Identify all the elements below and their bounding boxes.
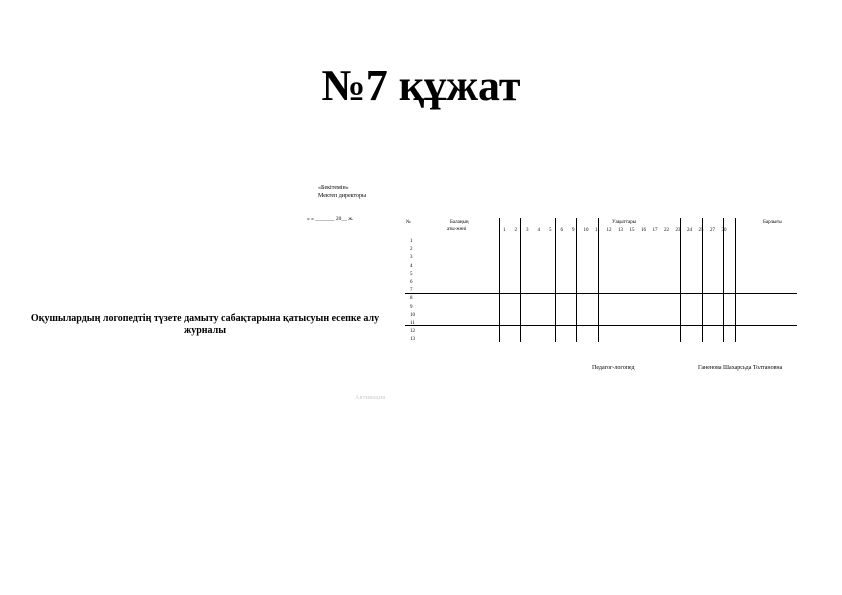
column-line [520, 218, 521, 342]
day-number: 5 [549, 228, 552, 233]
day-number: 27 [710, 228, 715, 233]
column-line [680, 218, 681, 342]
row-number: 1 [410, 239, 413, 244]
row-number: 13 [410, 337, 415, 343]
day-number: 25 [698, 228, 704, 233]
day-number: 23 [675, 228, 681, 233]
day-number: 16 [641, 228, 646, 233]
day-number: 30 [721, 228, 727, 233]
day-number: 9 [572, 228, 575, 233]
col-header-name: Балаңың [450, 220, 469, 225]
day-number: 15 [629, 228, 635, 233]
column-line [598, 218, 599, 342]
day-number: 1 [503, 228, 506, 233]
day-number: 3 [526, 228, 529, 233]
col-header-total: Барлығы [763, 220, 782, 225]
day-number: 17 [652, 228, 658, 233]
row-number: 10 [410, 312, 415, 318]
column-line [735, 218, 736, 342]
approval-date-line: « » _______ 20__ ж. [307, 216, 354, 222]
column-line [499, 218, 500, 342]
column-line [702, 218, 703, 342]
row-number: 9 [410, 304, 413, 310]
column-line [723, 218, 724, 342]
page-title: №7 құжат [321, 61, 521, 110]
day-number: 2 [514, 228, 517, 233]
approval-line-2: Мектеп директоры [318, 193, 367, 199]
row-number: 6 [410, 280, 413, 285]
row-line [405, 325, 797, 326]
day-number: 24 [687, 228, 692, 233]
col-header-dates: Уақыттары [612, 220, 637, 225]
column-line [555, 218, 556, 342]
day-number: 13 [618, 228, 623, 233]
column-line [576, 218, 577, 342]
row-number: 8 [410, 296, 413, 302]
day-number: 4 [537, 228, 540, 233]
day-number: 10 [583, 228, 589, 233]
teacher-label: Педагог-логопед [592, 365, 635, 371]
row-number: 2 [410, 247, 413, 253]
day-number: 22 [664, 228, 669, 233]
row-number: 11 [410, 321, 415, 326]
teacher-name: Ганенова Шахарсьда Толтановна [698, 365, 783, 371]
row-number: 5 [410, 271, 413, 277]
row-number: 7 [410, 288, 413, 294]
day-number: 12 [606, 228, 612, 233]
row-number: 3 [410, 255, 413, 261]
row-line [405, 293, 797, 294]
day-number: 11 [595, 228, 600, 233]
col-header-name-2: аты-жөні [447, 227, 467, 232]
row-number: 12 [410, 329, 415, 335]
row-number: 4 [410, 263, 413, 269]
attendance-table [405, 218, 797, 342]
day-number: 6 [560, 228, 563, 233]
approval-line-1: «Бекітемін» [318, 185, 349, 191]
col-header-number: № [406, 220, 411, 225]
journal-title: Оқушылардың логопедтің түзете дамыту сабақтарына қатысуын есепке алу журналы [30, 313, 380, 336]
approval-block [318, 184, 366, 200]
watermark-text: Активация [355, 395, 386, 401]
